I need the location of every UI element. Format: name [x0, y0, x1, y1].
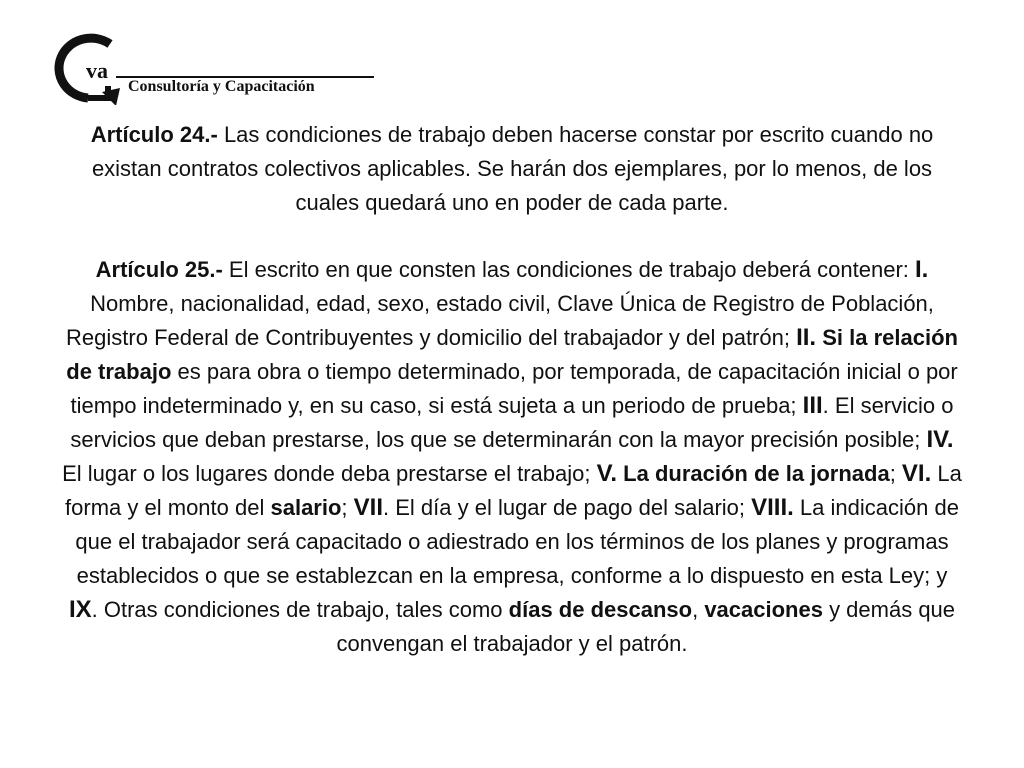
logo-initials: va [86, 58, 108, 83]
fraction-bold-text: salario [270, 495, 342, 520]
fraction-text: La indicación de que el trabajador será capacitado o adiestrado en los términos de los planes y programas establecidos o que se establezcan en la empresa, conforme a lo dispuesto en esta Ley; y [75, 495, 959, 588]
article-25-intro: El escrito en que consten las condiciones de trabajo deberá contener: [222, 257, 915, 282]
fraction-text: El lugar o los lugares donde deba prestarse el trabajo; [62, 461, 597, 486]
fraction-text: . El día y el lugar de pago del salario; [383, 495, 752, 520]
article-25-heading: Artículo 25.- [95, 257, 223, 282]
article-24-body: Las condiciones de trabajo deben hacerse constar por escrito cuando no existan contratos colectivos aplicables. Se harán dos ejemplares, por lo menos, de los cuales quedará uno en poder de cada parte. [91, 122, 934, 215]
document-body [60, 118, 964, 661]
article-25 [60, 253, 964, 661]
fraction-text: . El servicio o servicios que deban prestarse, los que se determinarán con la mayor precisión posible; [70, 393, 954, 452]
fraction-number: V. [596, 460, 618, 487]
fraction-number: IV. [926, 426, 954, 453]
fraction-number: VI. [901, 460, 932, 487]
fraction-number: IX [68, 596, 92, 623]
logo-g-mark-icon [28, 30, 138, 105]
fraction-text: La forma y el monto del [65, 461, 962, 520]
fraction-text: es para obra o tiempo determinado, por temporada, de capacitación inicial o por tiempo indeterminado y, en su caso, si está sujeta a un periodo de prueba; [70, 359, 958, 418]
fraction-number: VII [353, 494, 383, 521]
fraction-text: ; [889, 461, 902, 486]
article-24-heading: Artículo 24.- [90, 122, 218, 147]
fraction-number: III [802, 392, 823, 419]
fraction-bold-text: días de descanso [508, 597, 693, 622]
fraction-text: . Otras condiciones de trabajo, tales como [91, 597, 509, 622]
fraction-bold-text: vacaciones [704, 597, 823, 622]
company-logo [28, 30, 378, 105]
fraction-number: I. [915, 256, 929, 283]
fraction-number: VIII. [751, 494, 794, 521]
fraction-bold-text: Si la relación de trabajo [66, 325, 958, 384]
fraction-number: II. [796, 324, 817, 351]
logo-brand-text: Consultoría y Capacitación [128, 78, 315, 95]
article-24 [60, 118, 964, 220]
fraction-text: y demás que convengan el trabajador y el patrón. [336, 597, 956, 656]
fraction-text: Nombre, nacionalidad, edad, sexo, estado civil, Clave Única de Registro de Población, Registro Federal de Contribuyentes y domicilio del trabajador y del patrón; [66, 291, 934, 350]
fraction-text: , [692, 597, 705, 622]
fraction-text: ; [341, 495, 354, 520]
fraction-bold-text: La duración de la jornada [617, 461, 890, 486]
